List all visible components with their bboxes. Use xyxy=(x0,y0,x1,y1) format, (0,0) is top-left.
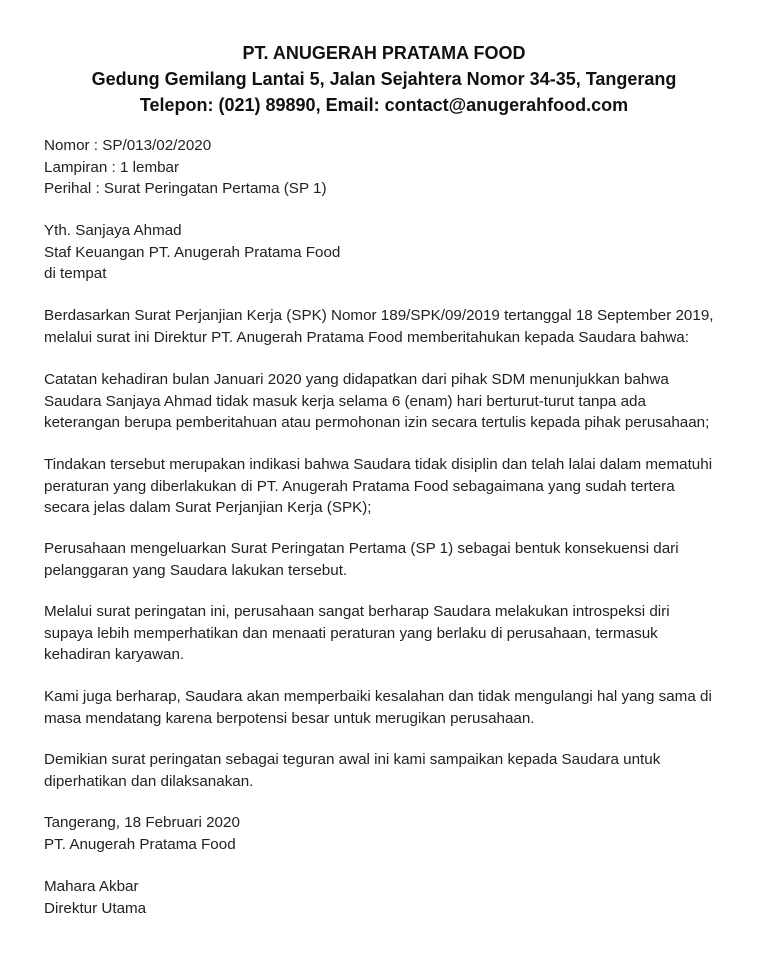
paragraph-attendance xyxy=(44,369,734,434)
paragraph-line: Perusahaan mengeluarkan Surat Peringatan Pertama (SP 1) sebagai bentuk konsekuensi dari xyxy=(44,540,679,557)
letterhead xyxy=(0,40,768,118)
letter-number: Nomor : SP/013/02/2020 xyxy=(44,137,212,154)
signature-block xyxy=(44,876,734,919)
paragraph-line: Kami juga berharap, Saudara akan memperbaiki kesalahan dan tidak mengulangi hal yang sama di xyxy=(44,688,712,705)
recipient-name: Yth. Sanjaya Ahmad xyxy=(44,222,182,239)
paragraph-indiscipline xyxy=(44,454,734,519)
paragraph-line: Demikian surat peringatan sebagai teguran awal ini kami sampaikan kepada Saudara untuk xyxy=(44,751,661,768)
letter-attachment: Lampiran : 1 lembar xyxy=(44,158,180,176)
recipient-block xyxy=(44,220,734,285)
paragraph-line: supaya lebih memperhatikan dan menaati peraturan yang berlaku di perusahaan, termasuk xyxy=(44,624,658,642)
paragraph-line: secara jelas dalam Surat Perjanjian Kerja (SPK); xyxy=(44,499,372,516)
paragraph-line: diperhatikan dan dilaksanakan. xyxy=(44,772,254,790)
signatory-name: Mahara Akbar xyxy=(44,878,139,895)
letter-subject: Perihal : Surat Peringatan Pertama (SP 1) xyxy=(44,180,327,197)
paragraph-line: kehadiran karyawan. xyxy=(44,646,185,663)
company-name: PT. ANUGERAH PRATAMA FOOD xyxy=(242,43,526,63)
paragraph-line: keterangan berupa pemberitahuan atau permohonan izin secara tertulis kepada pihak perusahaan; xyxy=(44,414,710,431)
company-address: Gedung Gemilang Lantai 5, Jalan Sejahtera Nomor 34-35, Tangerang xyxy=(91,69,677,89)
recipient-place: di tempat xyxy=(44,265,107,282)
paragraph-introspection xyxy=(44,601,734,666)
paragraph-hope xyxy=(44,686,734,729)
paragraph-line: Catatan kehadiran bulan Januari 2020 yang didapatkan dari pihak SDM menunjukkan bahwa xyxy=(44,371,669,388)
place-date: Tangerang, 18 Februari 2020 xyxy=(44,814,240,831)
paragraph-closing xyxy=(44,749,734,792)
closing-company: PT. Anugerah Pratama Food xyxy=(44,835,236,853)
signatory-title: Direktur Utama xyxy=(44,899,147,917)
paragraph-line: peraturan yang diberlakukan di PT. Anugerah Pratama Food sebagaimana yang sudah tertera xyxy=(44,477,675,495)
paragraph-line: pelanggaran yang Saudara lakukan tersebut. xyxy=(44,561,348,579)
paragraph-consequence xyxy=(44,538,734,581)
paragraph-line: masa mendatang karena berpotensi besar untuk merugikan perusahaan. xyxy=(44,709,535,727)
paragraph-intro xyxy=(44,305,734,348)
paragraph-line: Tindakan tersebut merupakan indikasi bahwa Saudara tidak disiplin dan telah lalai dalam mematuhi xyxy=(44,456,713,473)
paragraph-line: Berdasarkan Surat Perjanjian Kerja (SPK) Nomor 189/SPK/09/2019 tertanggal 18 September 2019, xyxy=(44,307,714,324)
closing-block xyxy=(44,812,734,855)
paragraph-line: Melalui surat peringatan ini, perusahaan sangat berharap Saudara melakukan introspeksi diri xyxy=(44,603,670,620)
company-contact: Telepon: (021) 89890, Email: contact@anugerahfood.com xyxy=(139,95,629,115)
paragraph-line: melalui surat ini Direktur PT. Anugerah Pratama Food memberitahukan kepada Saudara bahwa: xyxy=(44,328,689,346)
letter-meta xyxy=(44,135,734,200)
paragraph-line: Saudara Sanjaya Ahmad tidak masuk kerja selama 6 (enam) hari berturut-turut tanpa ada xyxy=(44,392,646,410)
recipient-position: Staf Keuangan PT. Anugerah Pratama Food xyxy=(44,243,341,261)
